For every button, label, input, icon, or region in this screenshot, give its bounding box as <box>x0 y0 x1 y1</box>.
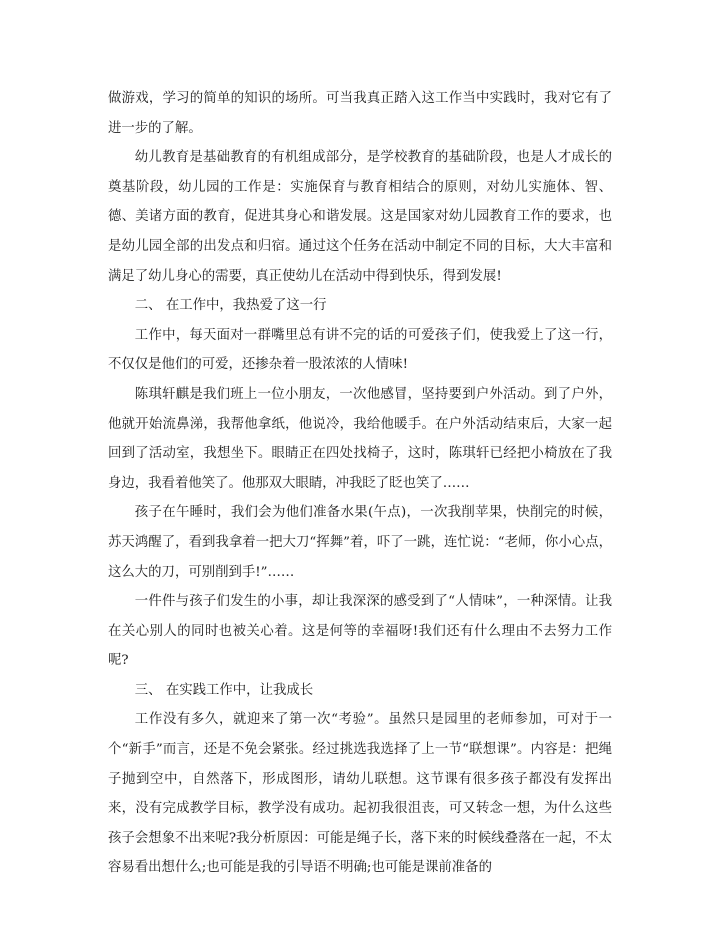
paragraph-love-the-job: 工作中，每天面对一群嘴里总有讲不完的话的可爱孩子们，使我爱上了这一行，不仅仅是他们的可爱，还掺杂着一股浓浓的人情味! <box>108 327 612 373</box>
paragraph-intro-continuation: 做游戏，学习的简单的知识的场所。可当我真正踏入这工作当中实践时，我对它有了进一步的了解。 <box>108 91 612 136</box>
paragraph-human-warmth: 一件件与孩子们发生的小事，却让我深深的感受到了“人情味”，一种深情。让我在关心别人的同时也被关心着。这是何等的幸福呀!我们还有什么理由不去努力工作呢? <box>108 594 612 669</box>
paragraph-chen-qixuan-story: 陈琪轩麒是我们班上一位小朋友，一次他感冒，坚持要到户外活动。到了户外，他就开始流鼻涕，我帮他拿纸，他说冷，我给他暖手。在户外活动结束后，大家一起回到了活动室，我想坐下。眼睛正在四处找椅子，这时，陈琪轩已经把小椅放在了我身边，我看着他笑了。他那双大眼睛，冲我眨了眨也笑了…… <box>108 386 612 491</box>
document-body <box>108 84 612 883</box>
paragraph-first-test-lesson: 工作没有多久，就迎来了第一次“考验”。虽然只是园里的老师参加，可对于一个“新手”而言，还是不免会紧张。经过挑选我选择了上一节“联想课”。内容是：把绳子抛到空中，自然落下，形成图形，请幼儿联想。这节课有很多孩子都没有发挥出来，没有完成教学目标，教学没有成功。起初我很沮丧，可又转念一想，为什么这些孩子会想象不出来呢?我分析原因：可能是绳子长，落下来的时候线叠落在一起，不太容易看出想什么;也可能是我的引导语不明确;也可能是课前准备的 <box>108 712 612 876</box>
section-heading-two: 二、 在工作中，我热爱了这一行 <box>134 298 327 314</box>
paragraph-kindergarten-education: 幼儿教育是基础教育的有机组成部分，是学校教育的基础阶段，也是人才成长的奠基阶段，幼儿园的工作是：实施保育与教育相结合的原则，对幼儿实施体、智、德、美诸方面的教育，促进其身心和谐发展。这是国家对幼儿园教育工作的要求，也是幼儿园全部的出发点和归宿。通过这个任务在活动中制定不同的目标，大大丰富和满足了幼儿身心的需要，真正使幼儿在活动中得到快乐，得到发展! <box>108 150 612 284</box>
paragraph-nap-apple-story: 孩子在午睡时，我们会为他们准备水果(午点)，一次我削苹果，快削完的时候，苏天鸿醒了，看到我拿着一把大刀“挥舞”着，吓了一跳，连忙说：“老师，你小心点，这么大的刀，可别削到手!”…… <box>108 505 612 580</box>
section-heading-three: 三、 在实践工作中，让我成长 <box>134 682 314 698</box>
